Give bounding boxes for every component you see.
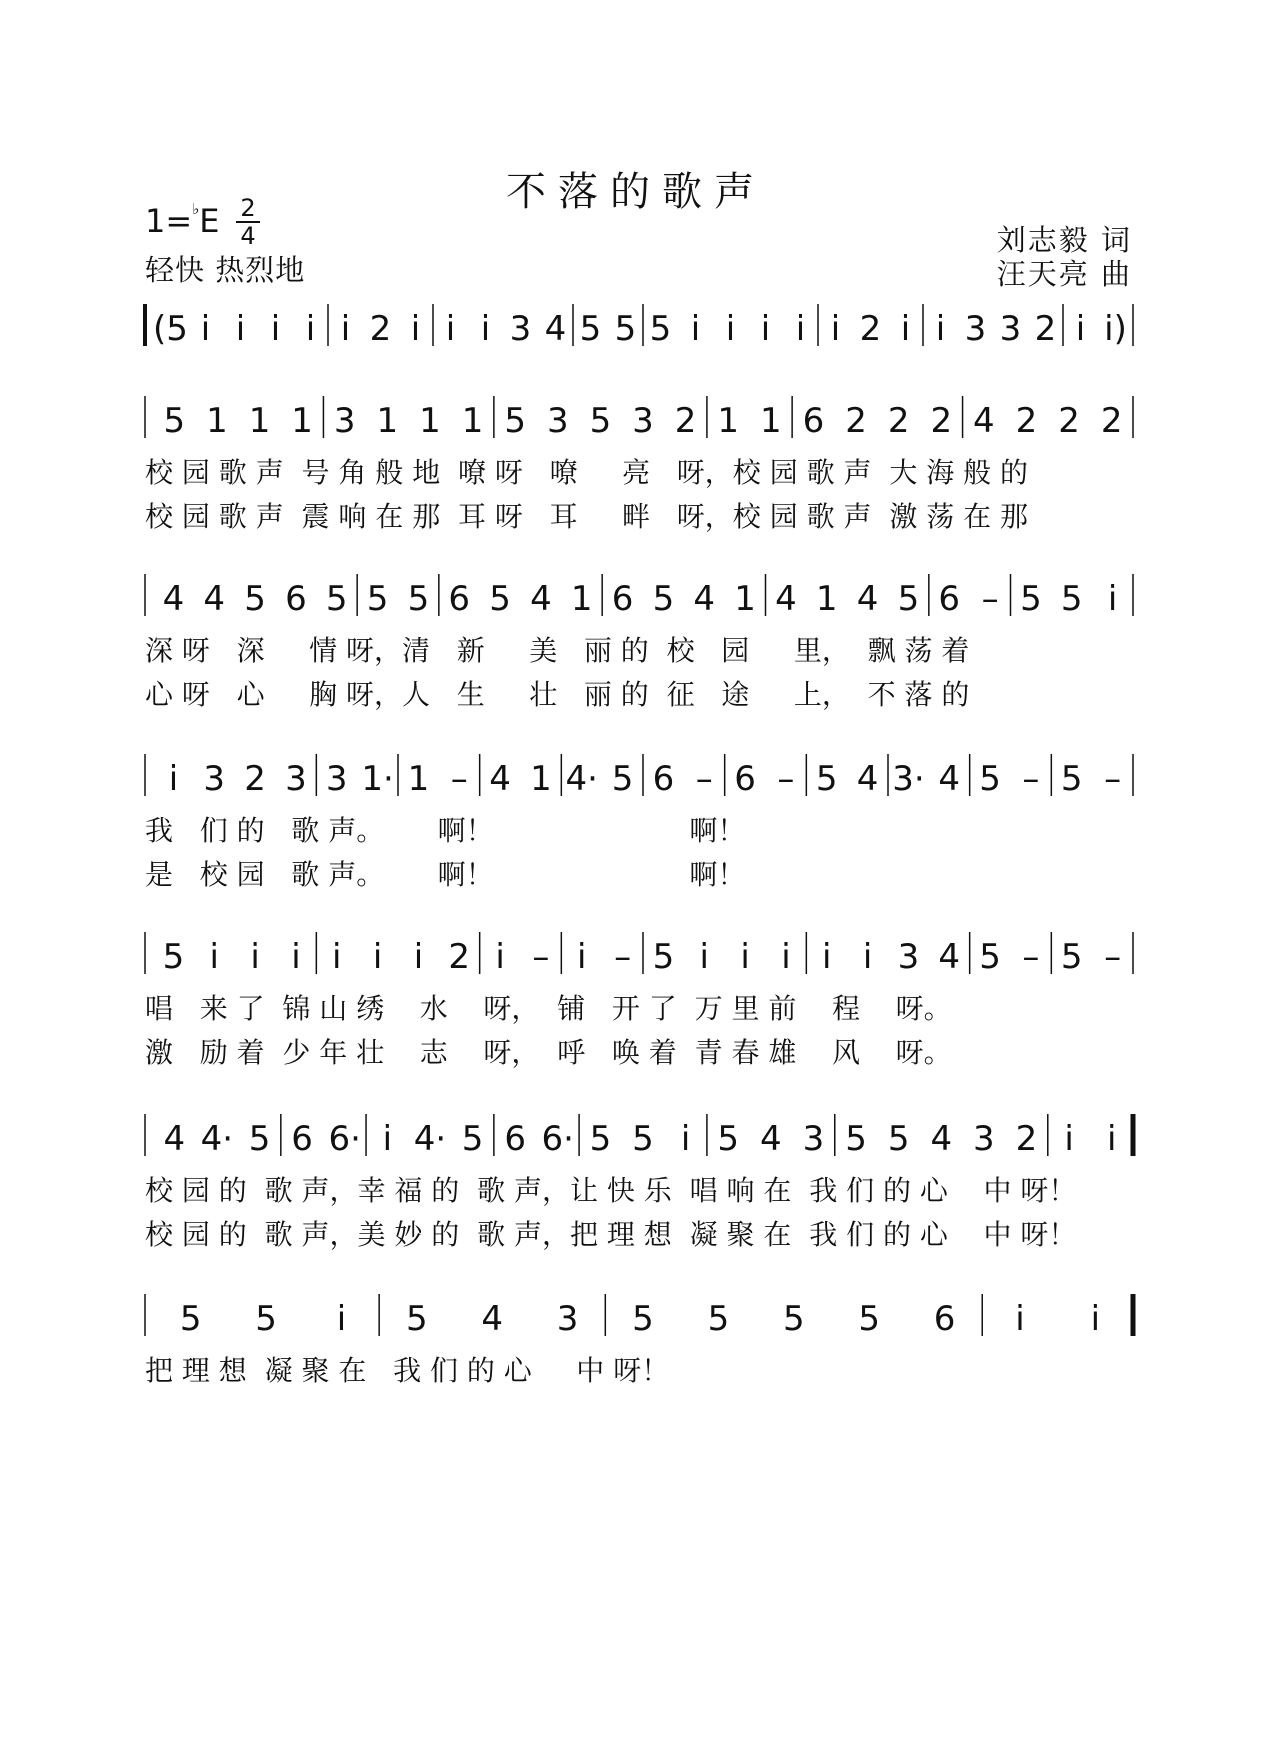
lyric-line: 校 园 歌 声 震 响 在 那 耳 呀 耳 畔 呀，校 园 歌 声 激 荡 在 那 xyxy=(145,500,1029,533)
note: 6 xyxy=(734,759,756,799)
note: 2 xyxy=(1034,309,1057,349)
note: – xyxy=(1104,759,1122,799)
note: 3 xyxy=(999,309,1022,349)
note: – xyxy=(981,579,999,619)
tempo-marking: 轻快 热烈地 xyxy=(145,253,306,287)
note: 6 xyxy=(448,579,471,619)
note: i xyxy=(480,309,491,349)
note: 5 xyxy=(897,579,920,619)
note: 5 xyxy=(407,579,430,619)
note: i xyxy=(200,309,211,349)
note: 5 xyxy=(489,579,511,619)
note: 5 xyxy=(887,1119,910,1159)
note: i xyxy=(1090,1299,1101,1339)
note: i) xyxy=(1104,309,1127,349)
note: – xyxy=(1104,937,1122,977)
note: – xyxy=(1022,759,1040,799)
note: 2 xyxy=(1015,1119,1038,1159)
note: i xyxy=(795,309,806,349)
note: 5 xyxy=(461,1119,484,1159)
lyric-line: 激 励 着 少 年 壮 志 呀， 呼 唤 着 青 春 雄 风 呀。 xyxy=(145,1036,952,1069)
lyric-line: 是 校 园 歌 声。 啊！ 啊！ xyxy=(145,858,746,891)
note: 6 xyxy=(504,1119,526,1159)
note: 2 xyxy=(448,937,471,977)
note: i xyxy=(1107,579,1118,619)
note: i xyxy=(935,309,946,349)
note: 4 xyxy=(693,579,716,619)
note: 1 xyxy=(419,401,441,441)
note: i xyxy=(291,937,301,977)
note: 2 xyxy=(1058,401,1080,441)
note: i xyxy=(270,309,281,349)
note: i xyxy=(690,309,701,349)
note: i xyxy=(336,1299,347,1339)
note: 6 xyxy=(802,401,825,441)
note: 4 xyxy=(938,937,961,977)
note: 1 xyxy=(407,759,430,799)
note: 4 xyxy=(489,759,511,799)
note: 1 xyxy=(206,401,228,441)
lyric-line: 心 呀 心 胸 呀，人 生 壮 丽 的 征 途 上， 不 落 的 xyxy=(145,678,970,711)
note: 5 xyxy=(611,759,634,799)
note: 3 xyxy=(333,401,356,441)
note: 1 xyxy=(530,759,552,799)
note: 5 xyxy=(652,937,675,977)
note: i xyxy=(410,309,421,349)
note: – xyxy=(532,937,550,977)
note: 5 xyxy=(845,1119,867,1159)
note: 2 xyxy=(859,309,882,349)
lyric-line: 校 园 的 歌 声，美 妙 的 歌 声，把 理 想 凝 聚 在 我 们 的 心 中 呀！ xyxy=(145,1218,1077,1251)
note: i xyxy=(305,309,316,349)
note: 5 xyxy=(707,1299,730,1339)
note: 5 xyxy=(325,579,348,619)
lyric-line: 我 们 的 歌 声。 啊！ 啊！ xyxy=(145,814,746,847)
note: 5 xyxy=(632,1299,654,1339)
note: 4 xyxy=(530,579,552,619)
lyric-line: 唱 来 了 锦 山 绣 水 呀， 铺 开 了 万 里 前 程 呀。 xyxy=(145,992,952,1025)
note: i xyxy=(495,937,505,977)
note: 3 xyxy=(632,401,654,441)
note: i xyxy=(332,937,342,977)
note: 5 xyxy=(504,401,526,441)
note: 5 xyxy=(782,1299,805,1339)
note: 1 xyxy=(760,401,782,441)
note: – xyxy=(1022,937,1040,977)
score-line xyxy=(145,396,1133,533)
note: 3 xyxy=(325,759,348,799)
note: 5 xyxy=(979,937,1001,977)
note: 5 xyxy=(179,1299,202,1339)
note: 5 xyxy=(717,1119,740,1159)
note: 5 xyxy=(366,579,389,619)
note: – xyxy=(614,937,632,977)
note: 4· xyxy=(413,1119,447,1159)
note: i xyxy=(235,309,246,349)
song-title: 不落的歌声 xyxy=(506,169,766,215)
note: 1 xyxy=(376,401,399,441)
note: i xyxy=(822,937,832,977)
note: – xyxy=(777,759,795,799)
note: 4· xyxy=(565,759,598,799)
note: i xyxy=(413,937,424,977)
lyricist-credit: 刘志毅 词 xyxy=(996,223,1132,257)
note: 6 xyxy=(652,759,675,799)
note: 6 xyxy=(933,1299,956,1339)
note: i xyxy=(577,937,587,977)
note: 3 xyxy=(509,309,532,349)
note: 4 xyxy=(544,309,567,349)
note: 3 xyxy=(973,1119,995,1159)
note: i xyxy=(209,937,219,977)
note: 5 xyxy=(406,1299,428,1339)
note: i xyxy=(250,937,260,977)
note: i xyxy=(725,309,736,349)
lyric-line: 校 园 的 歌 声，幸 福 的 歌 声，让 快 乐 唱 响 在 我 们 的 心 中 呀！ xyxy=(145,1174,1077,1207)
note: 6 xyxy=(938,579,961,619)
note: 4 xyxy=(203,579,226,619)
note: 4 xyxy=(973,401,995,441)
note: 4 xyxy=(856,759,879,799)
score-line xyxy=(145,1114,1133,1251)
note: i xyxy=(1075,309,1086,349)
lyric-line: 深 呀 深 情 呀，清 新 美 丽 的 校 园 里， 飘 荡 着 xyxy=(145,634,970,667)
note: i xyxy=(862,937,873,977)
note: 5 xyxy=(815,759,838,799)
note: 2 xyxy=(887,401,910,441)
note: 1 xyxy=(291,401,313,441)
score-line xyxy=(145,754,1133,891)
note: 5 xyxy=(979,759,1001,799)
note: 5 xyxy=(589,1119,612,1159)
note: 5 xyxy=(589,401,612,441)
note: 5 xyxy=(244,579,266,619)
lyric-line: 校 园 歌 声 号 角 般 地 嘹 呀 嘹 亮 呀，校 园 歌 声 大 海 般 的 xyxy=(145,456,1029,489)
note: 6 xyxy=(285,579,307,619)
note: 4 xyxy=(760,1119,782,1159)
note: 5 xyxy=(1020,579,1042,619)
note: – xyxy=(450,759,468,799)
note: 5 xyxy=(614,309,637,349)
note: 5 xyxy=(632,1119,654,1159)
note: (5 xyxy=(153,309,188,349)
note: 3 xyxy=(546,401,569,441)
time-signature-top: 2 xyxy=(240,194,256,222)
lyric-line: 把 理 想 凝 聚 在 我 们 的 心 中 呀！ xyxy=(145,1354,670,1387)
note: 2 xyxy=(369,309,392,349)
composer-credit: 汪天亮 曲 xyxy=(996,257,1132,291)
note: 6 xyxy=(291,1119,313,1159)
note: 3 xyxy=(802,1119,825,1159)
note: i xyxy=(1064,1119,1074,1159)
note: i xyxy=(781,937,791,977)
note: 4 xyxy=(162,579,185,619)
note: 5 xyxy=(579,309,602,349)
note: 5 xyxy=(858,1299,880,1339)
note: 5 xyxy=(163,401,186,441)
score-line xyxy=(145,932,1133,1069)
note: 4 xyxy=(938,759,961,799)
score-line xyxy=(145,304,1133,349)
score-line xyxy=(145,574,1133,711)
note: 6· xyxy=(328,1119,361,1159)
note: 4 xyxy=(775,579,797,619)
note: 1· xyxy=(361,759,394,799)
note: i xyxy=(680,1119,691,1159)
note: 3 xyxy=(964,309,987,349)
note: 3· xyxy=(892,759,925,799)
note: i xyxy=(382,1119,393,1159)
score-line xyxy=(145,1294,1133,1387)
note: – xyxy=(695,759,713,799)
note: 5 xyxy=(162,937,185,977)
note: i xyxy=(900,309,911,349)
time-signature-bottom: 4 xyxy=(240,222,256,250)
note: 5 xyxy=(255,1299,277,1339)
note: 1 xyxy=(248,401,271,441)
note: 1 xyxy=(734,579,756,619)
note: 2 xyxy=(1015,401,1038,441)
note: 1 xyxy=(570,579,593,619)
note: 6· xyxy=(541,1119,575,1159)
note: i xyxy=(740,937,750,977)
note: 4 xyxy=(930,1119,953,1159)
note: 3 xyxy=(556,1299,579,1339)
note: 1 xyxy=(815,579,838,619)
note: 5 xyxy=(1060,759,1083,799)
note: 3 xyxy=(203,759,226,799)
note: 5 xyxy=(1060,937,1083,977)
note: 4 xyxy=(163,1119,186,1159)
note: 5 xyxy=(1060,579,1083,619)
note: 5 xyxy=(652,579,675,619)
note: i xyxy=(760,309,771,349)
note: 1 xyxy=(461,401,484,441)
note: 1 xyxy=(717,401,740,441)
note: i xyxy=(699,937,709,977)
note: 2 xyxy=(1100,401,1123,441)
note: i xyxy=(372,937,383,977)
note: 5 xyxy=(248,1119,271,1159)
note: 2 xyxy=(930,401,953,441)
note: 6 xyxy=(611,579,634,619)
note: i xyxy=(340,309,351,349)
note: 4 xyxy=(481,1299,504,1339)
note: 2 xyxy=(244,759,266,799)
note: 5 xyxy=(649,309,672,349)
note: 2 xyxy=(674,401,697,441)
note: 2 xyxy=(845,401,867,441)
note: i xyxy=(1015,1299,1025,1339)
note: 4 xyxy=(856,579,879,619)
note: i xyxy=(830,309,841,349)
note: 3 xyxy=(897,937,920,977)
note: i xyxy=(1106,1119,1117,1159)
key-signature: 1=♭E xyxy=(145,200,220,240)
note: 3 xyxy=(285,759,307,799)
note: 4· xyxy=(200,1119,234,1159)
note: i xyxy=(168,759,179,799)
note: i xyxy=(445,309,456,349)
